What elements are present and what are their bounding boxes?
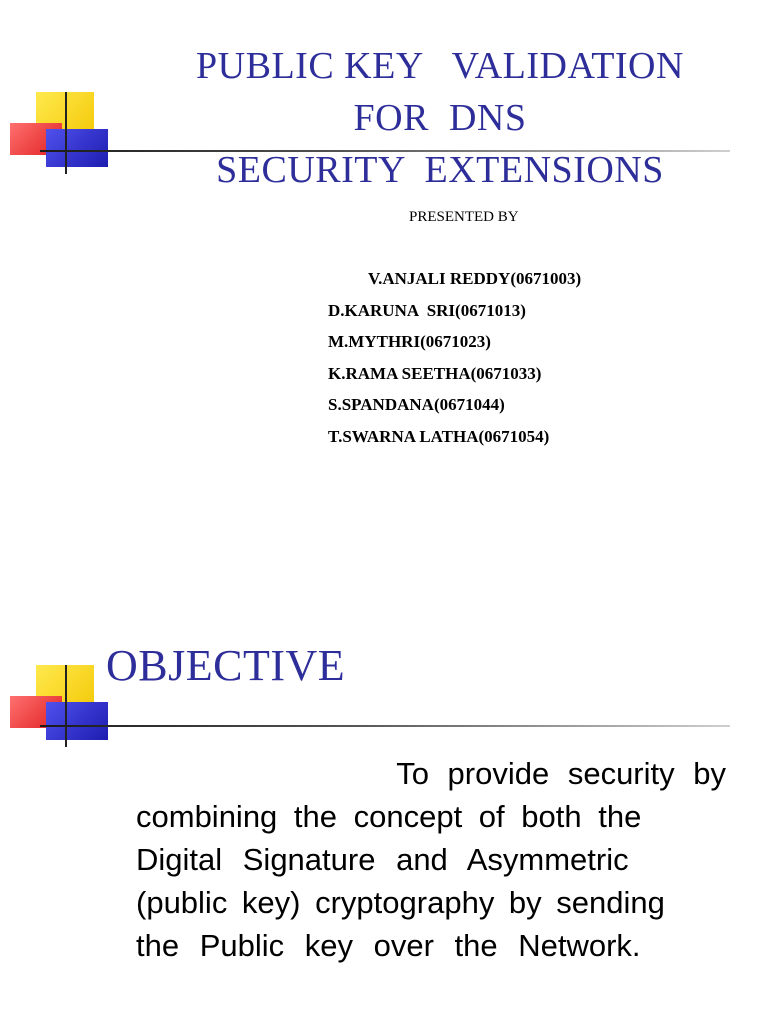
objective-line: [136, 924, 726, 967]
presenter-item: S.SPANDANA(0671044): [328, 395, 505, 414]
title-line: SECURITY EXTENSIONS: [216, 149, 664, 191]
presenter-item: V.ANJALI REDDY(0671003): [368, 269, 582, 288]
objective-text: (public key) cryptography by sending: [136, 885, 665, 920]
blue-square: [46, 129, 108, 167]
objective-text: To provide security by: [396, 756, 726, 791]
presenter-item: K.RAMA SEETHA(0671033): [328, 363, 542, 383]
title-line: PUBLIC KEY VALIDATION: [196, 45, 684, 87]
objective-text: the Public key over the Network.: [136, 928, 641, 963]
presented-by-label: PRESENTED BY: [409, 209, 519, 225]
presenter-item: T.SWARNA LATHA(0671054): [328, 426, 550, 446]
blue-square: [46, 702, 108, 740]
slide-logo-decoration: [10, 92, 120, 192]
objective-text: combining the concept of both the: [136, 799, 642, 834]
title-line: FOR DNS: [353, 97, 527, 139]
objective-line: [136, 795, 726, 838]
objective-line: [136, 881, 726, 924]
title-rule: [40, 725, 730, 727]
section-title: OBJECTIVE: [106, 641, 346, 690]
page-title: [160, 40, 720, 196]
presenter-item: M.MYTHRI(0671023): [328, 332, 491, 351]
objective-line: [136, 838, 726, 881]
objective-line: [158, 752, 726, 795]
vertical-line: [65, 665, 67, 747]
slide-logo-decoration: [10, 665, 120, 765]
presenter-item: D.KARUNA SRI(0671013): [328, 300, 526, 320]
presenter-list: [328, 263, 581, 452]
vertical-line: [65, 92, 67, 174]
objective-text: Digital Signature and Asymmetric: [136, 842, 629, 877]
